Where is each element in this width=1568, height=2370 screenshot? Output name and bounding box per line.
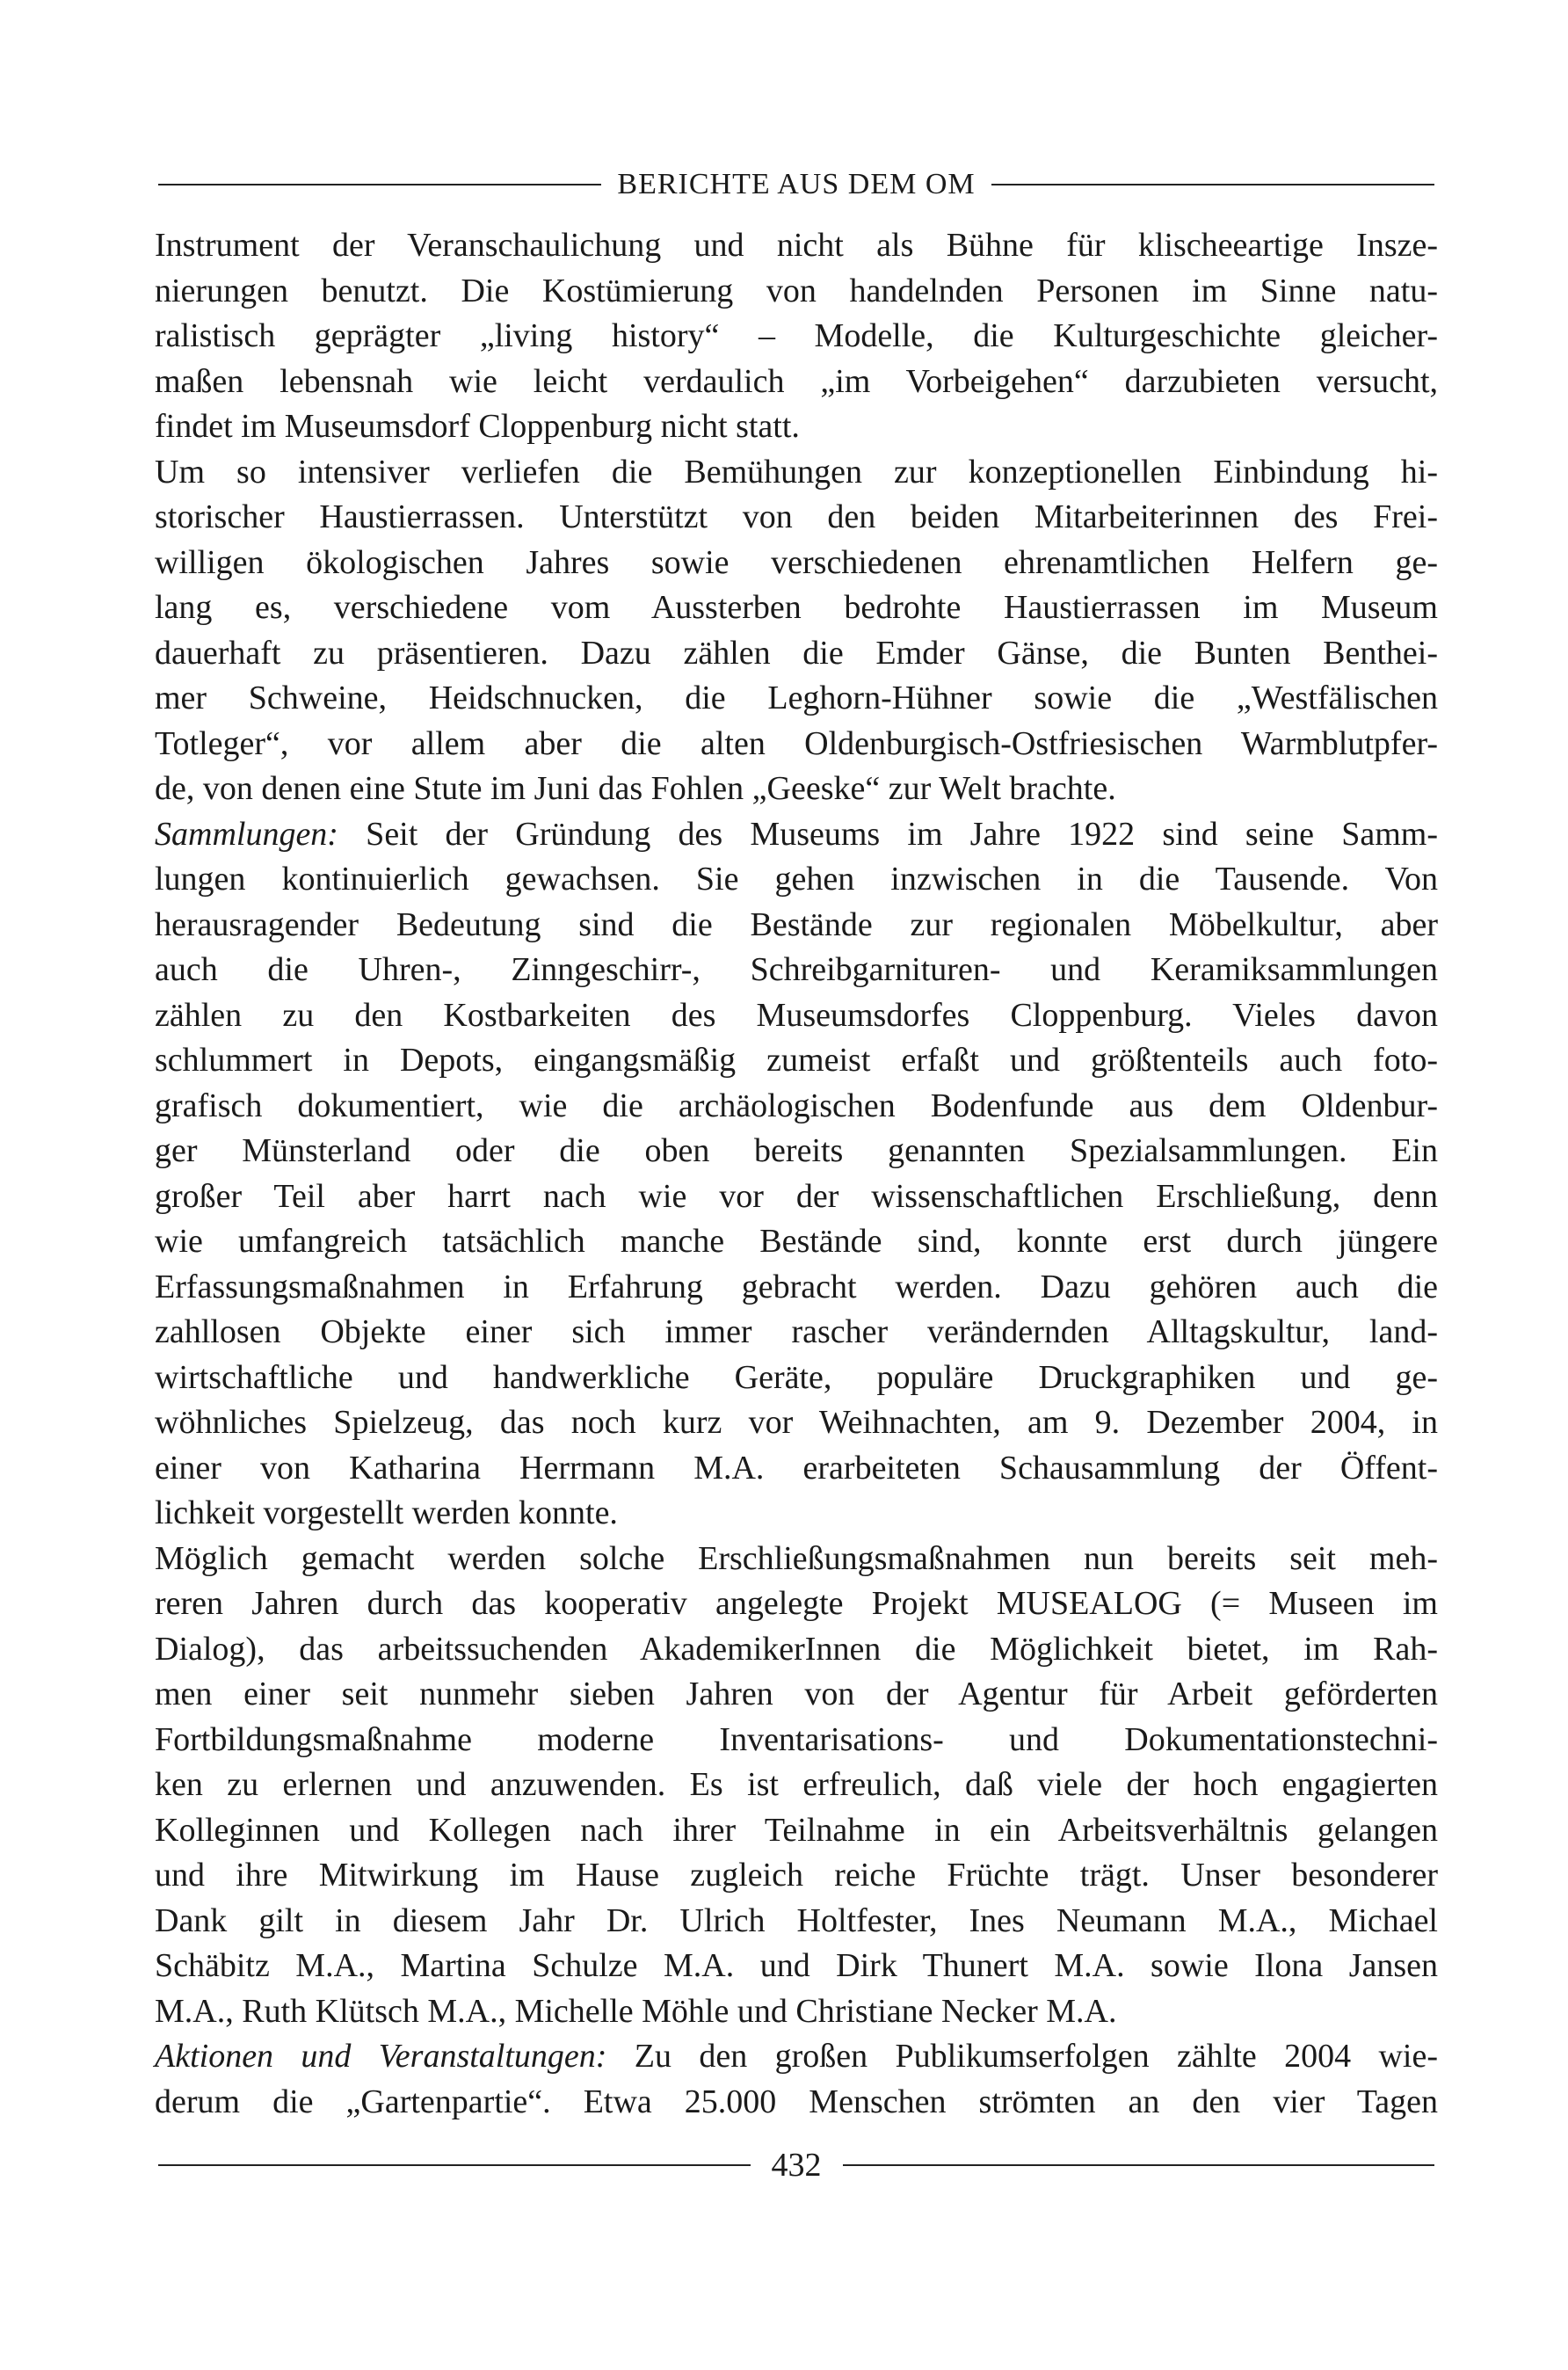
line-text: ken zu erlernen und anzuwenden. Es ist erfreulich, daß viele der hoch engagierten [155, 1766, 1438, 1803]
line-text: Totleger“, vor allem aber die alten Oldenburgisch-Ostfriesischen Warmblutpfer- [155, 724, 1438, 762]
text-line [155, 585, 1438, 631]
line-text: großer Teil aber harrt nach wie vor der wissenschaftlichen Erschließung, denn [155, 1177, 1438, 1215]
text-line [155, 1899, 1438, 1945]
text-line [155, 1310, 1438, 1356]
text-line [155, 812, 1438, 858]
text-line [155, 1446, 1438, 1492]
page-footer [158, 2143, 1434, 2187]
text-line [155, 360, 1438, 405]
line-text: willigen ökologischen Jahres sowie verschiedenen ehrenamtlichen Helfern ge- [155, 543, 1438, 581]
line-text: Kolleginnen und Kollegen nach ihrer Teilnahme in ein Arbeitsverhältnis gelangen [155, 1811, 1438, 1849]
line-text: M.A., Ruth Klütsch M.A., Michelle Möhle und Christiane Necker M.A. [155, 1992, 1117, 2030]
line-text: ralistisch geprägter „living history“ – Modelle, die Kulturgeschichte gleicher- [155, 317, 1438, 354]
header-title: BERICHTE AUS DEM OM [617, 168, 976, 200]
line-text: Dialog), das arbeitssuchenden AkademikerInnen die Möglichkeit bietet, im Rah- [155, 1630, 1438, 1668]
line-text: storischer Haustierrassen. Unterstützt von den beiden Mitarbeiterinnen des Frei- [155, 498, 1438, 535]
line-text: derum die „Gartenpartie“. Etwa 25.000 Menschen strömten an den vier Tagen [155, 2083, 1438, 2120]
line-text: einer von Katharina Herrmann M.A. erarbeiteten Schausammlung der Öffent- [155, 1449, 1438, 1487]
line-text: grafisch dokumentiert, wie die archäologischen Bodenfunde aus dem Oldenbur- [155, 1087, 1438, 1124]
text-line [155, 450, 1438, 496]
text-line [155, 495, 1438, 541]
text-line [155, 541, 1438, 586]
line-text: Dank gilt in diesem Jahr Dr. Ulrich Holtfester, Ines Neumann M.A., Michael [155, 1901, 1438, 1939]
line-text: wöhnliches Spielzeug, das noch kurz vor Weihnachten, am 9. Dezember 2004, in [155, 1404, 1438, 1441]
text-line [155, 2034, 1438, 2080]
line-text: Möglich gemacht werden solche Erschließungsmaßnahmen nun bereits seit meh- [155, 1539, 1438, 1577]
line-text: dauerhaft zu präsentieren. Dazu zählen die Emder Gänse, die Bunten Benthei- [155, 634, 1438, 672]
running-header [158, 167, 1434, 202]
text-line [155, 948, 1438, 993]
line-text: men einer seit nunmehr sieben Jahren von der Agentur für Arbeit geförderten [155, 1676, 1438, 1712]
line-text: Instrument der Veranschaulichung und nicht als Bühne für klischeeartige Insze- [155, 227, 1438, 264]
text-line [155, 1537, 1438, 1582]
text-line [155, 1944, 1438, 1989]
line-text: wie umfangreich tatsächlich manche Bestände sind, konnte erst durch jüngere [155, 1223, 1438, 1260]
section-lead: Aktionen und Veranstaltungen: [155, 2038, 607, 2075]
text-line [155, 314, 1438, 360]
text-line [155, 1491, 1438, 1537]
text-line [155, 767, 1438, 812]
text-line [155, 1219, 1438, 1265]
text-line [155, 2080, 1438, 2126]
text-line [155, 1989, 1438, 2035]
text-line [155, 1763, 1438, 1808]
page-number: 432 [771, 2147, 822, 2184]
line-text: Schäbitz M.A., Martina Schulze M.A. und Dirk Thunert M.A. sowie Ilona Jansen [155, 1947, 1438, 1984]
text-line [155, 722, 1438, 767]
text-line [155, 1627, 1438, 1673]
text-line [155, 1672, 1438, 1718]
line-text: schlummert in Depots, eingangsmäßig zumeist erfaßt und größtenteils auch foto- [155, 1042, 1438, 1079]
body-text [155, 223, 1438, 2125]
line-text: reren Jahren durch das kooperativ angelegte Projekt MUSEALOG (= Museen im [155, 1585, 1438, 1622]
text-line [155, 1400, 1438, 1446]
line-text: lichkeit vorgestellt werden konnte. [155, 1494, 618, 1531]
text-line [155, 1129, 1438, 1174]
line-text: herausragender Bedeutung sind die Bestände zur regionalen Möbelkultur, aber [155, 905, 1438, 943]
line-text: zählen zu den Kostbarkeiten des Museumsdorfes Cloppenburg. Vieles davon [155, 996, 1438, 1034]
text-line [155, 269, 1438, 315]
header-rule-left [158, 184, 601, 185]
line-text: lang es, verschiedene vom Aussterben bedrohte Haustierrassen im Museum [155, 589, 1438, 626]
text-line [155, 1038, 1438, 1084]
line-text: Zu den großen Publikumserfolgen zählte 2004 wie- [606, 2038, 1438, 2075]
line-text: mer Schweine, Heidschnucken, die Leghorn-Hühner sowie die „Westfälischen [155, 680, 1438, 716]
text-line [155, 223, 1438, 269]
line-text: lungen kontinuierlich gewachsen. Sie gehen inzwischen in die Tausende. Von [155, 861, 1438, 898]
text-line [155, 1084, 1438, 1130]
line-text: Seit der Gründung des Museums im Jahre 1922 sind seine Samm- [338, 815, 1438, 853]
section-lead: Sammlungen: [155, 815, 338, 853]
line-text: zahllosen Objekte einer sich immer rascher verändernden Alltagskultur, land- [155, 1313, 1438, 1350]
text-line [155, 1853, 1438, 1899]
footer-rule-left [158, 2164, 751, 2166]
text-line [155, 631, 1438, 677]
text-line [155, 1174, 1438, 1220]
footer-rule-right [843, 2164, 1435, 2166]
text-line [155, 857, 1438, 903]
text-line [155, 903, 1438, 949]
line-text: auch die Uhren-, Zinngeschirr-, Schreibgarnituren- und Keramiksammlungen [155, 951, 1438, 988]
header-rule-right [991, 184, 1434, 185]
text-line [155, 993, 1438, 1039]
line-text: und ihre Mitwirkung im Hause zugleich reiche Früchte trägt. Unser besonderer [155, 1857, 1438, 1894]
line-text: Um so intensiver verliefen die Bemühungen zur konzeptionellen Einbindung hi- [155, 453, 1438, 491]
line-text: ger Münsterland oder die oben bereits genannten Spezialsammlungen. Ein [155, 1132, 1438, 1169]
text-line [155, 676, 1438, 722]
text-line [155, 404, 1438, 450]
line-text: Erfassungsmaßnahmen in Erfahrung gebracht werden. Dazu gehören auch die [155, 1268, 1438, 1305]
line-text: wirtschaftliche und handwerkliche Geräte, populäre Druckgraphiken und ge- [155, 1358, 1438, 1396]
text-line [155, 1718, 1438, 1763]
text-line [155, 1356, 1438, 1401]
line-text: de, von denen eine Stute im Juni das Fohlen „Geeske“ zur Welt brachte. [155, 770, 1116, 807]
line-text: findet im Museumsdorf Cloppenburg nicht statt. [155, 408, 800, 445]
line-text: maßen lebensnah wie leicht verdaulich „im Vorbeigehen“ darzubieten versucht, [155, 362, 1438, 400]
line-text: Fortbildungsmaßnahme moderne Inventarisations- und Dokumentationstechni- [155, 1720, 1438, 1758]
line-text: nierungen benutzt. Die Kostümierung von handelnden Personen im Sinne natu- [155, 272, 1438, 309]
text-line [155, 1265, 1438, 1311]
text-line [155, 1808, 1438, 1854]
text-line [155, 1581, 1438, 1627]
